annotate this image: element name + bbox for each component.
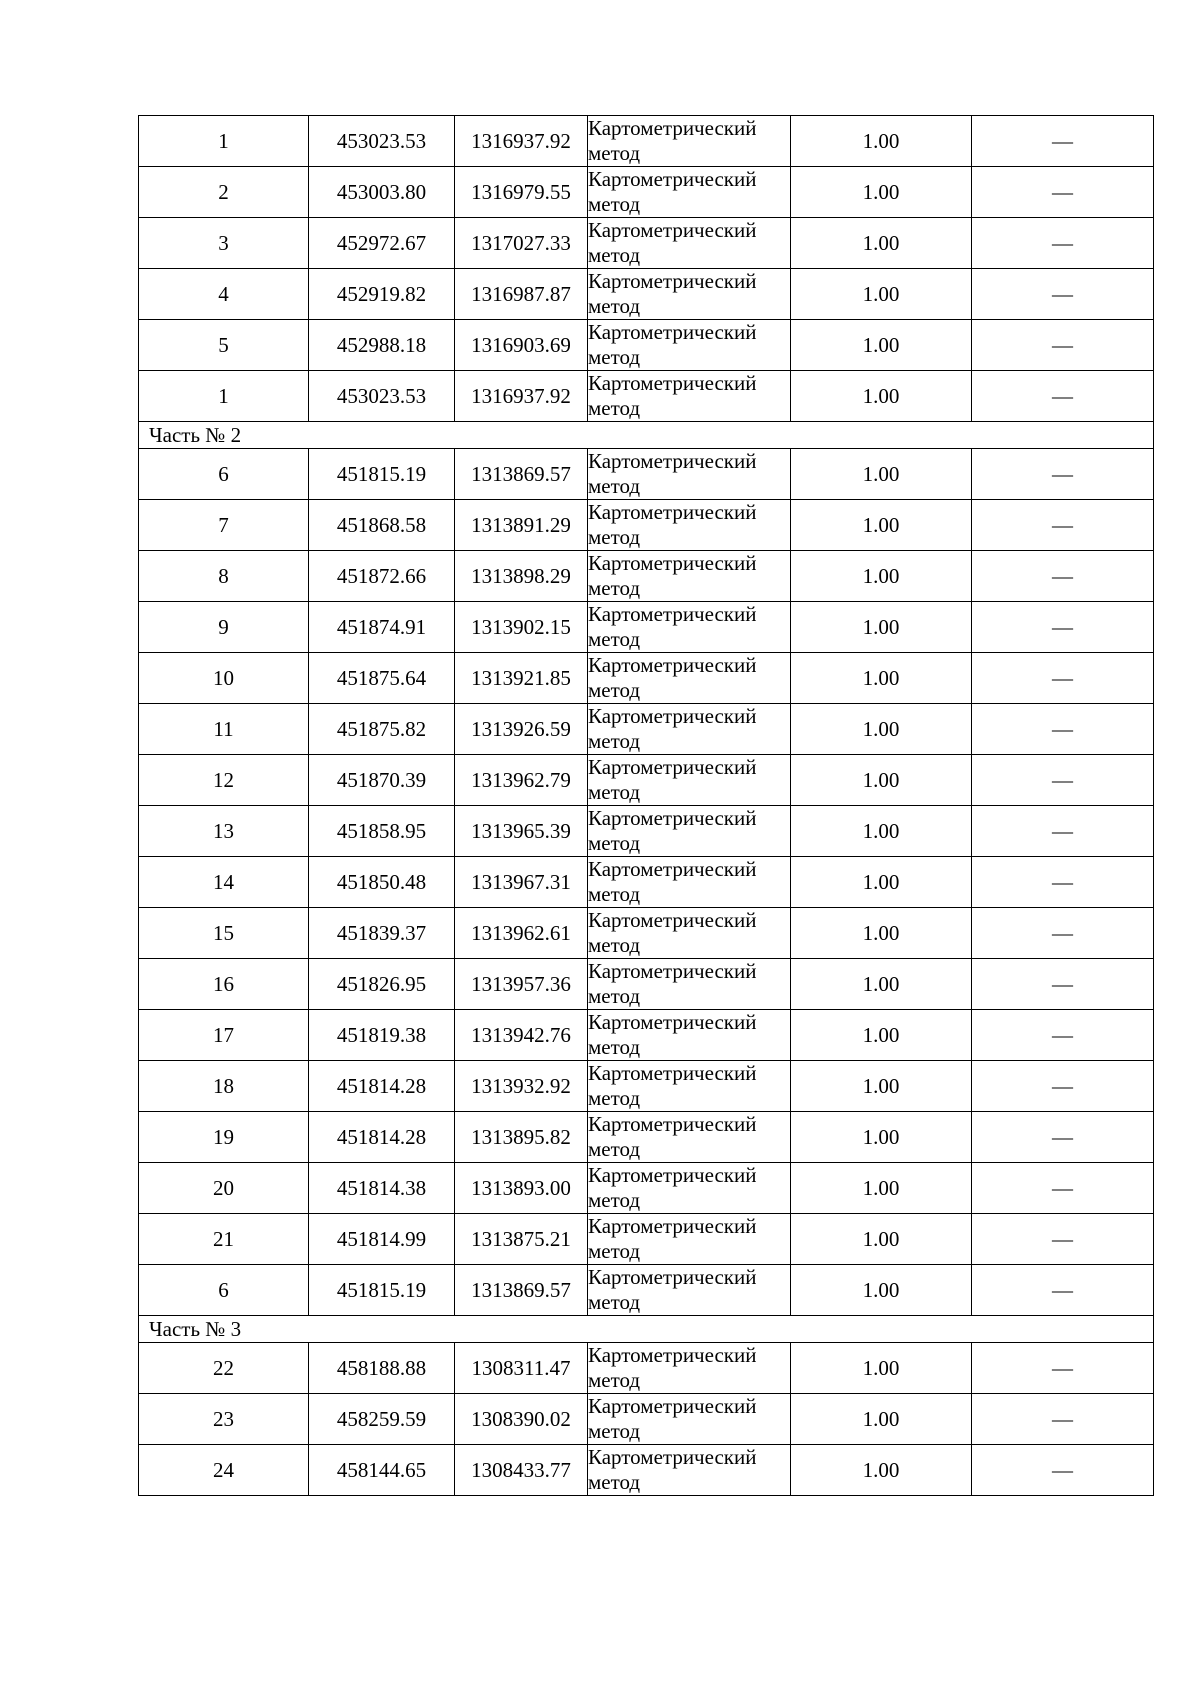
point-number-cell: 13 <box>139 806 309 857</box>
y-coordinate-cell: 1316979.55 <box>455 167 588 218</box>
method-line-2: метод <box>588 525 641 549</box>
x-coordinate-cell: 451875.82 <box>309 704 455 755</box>
method-line-2: метод <box>588 933 641 957</box>
y-coordinate-cell: 1316903.69 <box>455 320 588 371</box>
y-coordinate-cell: 1316987.87 <box>455 269 588 320</box>
table-row <box>139 371 1154 422</box>
y-coordinate-cell: 1313891.29 <box>455 500 588 551</box>
x-coordinate-cell: 453023.53 <box>309 371 455 422</box>
y-coordinate-cell: 1317027.33 <box>455 218 588 269</box>
method-line-2: метод <box>588 474 641 498</box>
method-line-1: Картометрический <box>588 269 757 293</box>
description-cell: — <box>972 449 1154 500</box>
description-cell: — <box>972 167 1154 218</box>
method-line-1: Картометрический <box>588 908 757 932</box>
part-header-row <box>139 422 1154 449</box>
description-cell: — <box>972 653 1154 704</box>
method-cell <box>588 218 791 269</box>
table-row <box>139 269 1154 320</box>
y-coordinate-cell: 1308433.77 <box>455 1445 588 1496</box>
method-line-1: Картометрический <box>588 653 757 677</box>
accuracy-cell: 1.00 <box>791 908 972 959</box>
y-coordinate-cell: 1313902.15 <box>455 602 588 653</box>
accuracy-cell: 1.00 <box>791 602 972 653</box>
description-cell: — <box>972 1214 1154 1265</box>
table-row <box>139 1214 1154 1265</box>
accuracy-cell: 1.00 <box>791 269 972 320</box>
accuracy-cell: 1.00 <box>791 857 972 908</box>
table-row <box>139 908 1154 959</box>
x-coordinate-cell: 451868.58 <box>309 500 455 551</box>
x-coordinate-cell: 453003.80 <box>309 167 455 218</box>
accuracy-cell: 1.00 <box>791 806 972 857</box>
point-number-cell: 1 <box>139 116 309 167</box>
method-cell <box>588 908 791 959</box>
point-number-cell: 16 <box>139 959 309 1010</box>
table-row <box>139 449 1154 500</box>
method-cell <box>588 806 791 857</box>
part-label: Часть № 3 <box>139 1316 1154 1343</box>
x-coordinate-cell: 451874.91 <box>309 602 455 653</box>
point-number-cell: 17 <box>139 1010 309 1061</box>
method-line-1: Картометрический <box>588 959 757 983</box>
accuracy-cell: 1.00 <box>791 1445 972 1496</box>
y-coordinate-cell: 1316937.92 <box>455 371 588 422</box>
y-coordinate-cell: 1313875.21 <box>455 1214 588 1265</box>
method-line-1: Картометрический <box>588 1265 757 1289</box>
table-row <box>139 602 1154 653</box>
method-cell <box>588 1112 791 1163</box>
accuracy-cell: 1.00 <box>791 218 972 269</box>
x-coordinate-cell: 451875.64 <box>309 653 455 704</box>
point-number-cell: 1 <box>139 371 309 422</box>
accuracy-cell: 1.00 <box>791 1265 972 1316</box>
method-cell <box>588 704 791 755</box>
method-cell <box>588 653 791 704</box>
table-row <box>139 218 1154 269</box>
accuracy-cell: 1.00 <box>791 320 972 371</box>
table-row <box>139 806 1154 857</box>
method-line-2: метод <box>588 1239 641 1263</box>
method-line-1: Картометрический <box>588 500 757 524</box>
description-cell: — <box>972 704 1154 755</box>
table-row <box>139 959 1154 1010</box>
x-coordinate-cell: 451814.28 <box>309 1112 455 1163</box>
method-line-2: метод <box>588 576 641 600</box>
method-line-1: Картометрический <box>588 218 757 242</box>
method-line-2: метод <box>588 1368 641 1392</box>
x-coordinate-cell: 451815.19 <box>309 449 455 500</box>
description-cell: — <box>972 218 1154 269</box>
method-cell <box>588 755 791 806</box>
description-cell: — <box>972 755 1154 806</box>
method-line-1: Картометрический <box>588 1061 757 1085</box>
method-line-1: Картометрический <box>588 320 757 344</box>
method-line-2: метод <box>588 1086 641 1110</box>
y-coordinate-cell: 1313869.57 <box>455 449 588 500</box>
description-cell: — <box>972 806 1154 857</box>
description-cell: — <box>972 116 1154 167</box>
method-line-2: метод <box>588 345 641 369</box>
method-cell <box>588 1265 791 1316</box>
x-coordinate-cell: 458188.88 <box>309 1343 455 1394</box>
method-line-2: метод <box>588 780 641 804</box>
description-cell: — <box>972 1265 1154 1316</box>
y-coordinate-cell: 1313926.59 <box>455 704 588 755</box>
x-coordinate-cell: 458144.65 <box>309 1445 455 1496</box>
point-number-cell: 3 <box>139 218 309 269</box>
description-cell: — <box>972 1010 1154 1061</box>
description-cell: — <box>972 320 1154 371</box>
y-coordinate-cell: 1313921.85 <box>455 653 588 704</box>
method-cell <box>588 1163 791 1214</box>
method-cell <box>588 371 791 422</box>
y-coordinate-cell: 1313942.76 <box>455 1010 588 1061</box>
point-number-cell: 22 <box>139 1343 309 1394</box>
method-line-1: Картометрический <box>588 1163 757 1187</box>
accuracy-cell: 1.00 <box>791 167 972 218</box>
accuracy-cell: 1.00 <box>791 755 972 806</box>
y-coordinate-cell: 1313895.82 <box>455 1112 588 1163</box>
method-line-1: Картометрический <box>588 857 757 881</box>
method-line-1: Картометрический <box>588 371 757 395</box>
point-number-cell: 6 <box>139 1265 309 1316</box>
table-row <box>139 1010 1154 1061</box>
coordinates-table-body <box>139 116 1154 1496</box>
x-coordinate-cell: 458259.59 <box>309 1394 455 1445</box>
method-line-2: метод <box>588 831 641 855</box>
x-coordinate-cell: 452988.18 <box>309 320 455 371</box>
description-cell: — <box>972 602 1154 653</box>
point-number-cell: 11 <box>139 704 309 755</box>
method-line-2: метод <box>588 1137 641 1161</box>
accuracy-cell: 1.00 <box>791 1394 972 1445</box>
accuracy-cell: 1.00 <box>791 500 972 551</box>
part-header-row <box>139 1316 1154 1343</box>
description-cell: — <box>972 908 1154 959</box>
x-coordinate-cell: 451850.48 <box>309 857 455 908</box>
point-number-cell: 7 <box>139 500 309 551</box>
point-number-cell: 6 <box>139 449 309 500</box>
x-coordinate-cell: 451839.37 <box>309 908 455 959</box>
x-coordinate-cell: 451870.39 <box>309 755 455 806</box>
table-row <box>139 1163 1154 1214</box>
table-row <box>139 1445 1154 1496</box>
x-coordinate-cell: 452972.67 <box>309 218 455 269</box>
x-coordinate-cell: 451815.19 <box>309 1265 455 1316</box>
description-cell: — <box>972 551 1154 602</box>
method-line-2: метод <box>588 678 641 702</box>
accuracy-cell: 1.00 <box>791 959 972 1010</box>
description-cell: — <box>972 1394 1154 1445</box>
accuracy-cell: 1.00 <box>791 449 972 500</box>
accuracy-cell: 1.00 <box>791 1112 972 1163</box>
x-coordinate-cell: 451814.99 <box>309 1214 455 1265</box>
table-row <box>139 1265 1154 1316</box>
accuracy-cell: 1.00 <box>791 1343 972 1394</box>
accuracy-cell: 1.00 <box>791 653 972 704</box>
method-line-2: метод <box>588 729 641 753</box>
method-line-1: Картометрический <box>588 1112 757 1136</box>
x-coordinate-cell: 451872.66 <box>309 551 455 602</box>
description-cell: — <box>972 1343 1154 1394</box>
y-coordinate-cell: 1313962.61 <box>455 908 588 959</box>
table-row <box>139 704 1154 755</box>
accuracy-cell: 1.00 <box>791 116 972 167</box>
x-coordinate-cell: 453023.53 <box>309 116 455 167</box>
method-line-1: Картометрический <box>588 116 757 140</box>
method-line-2: метод <box>588 627 641 651</box>
method-line-1: Картометрический <box>588 1343 757 1367</box>
x-coordinate-cell: 451814.28 <box>309 1061 455 1112</box>
method-cell <box>588 1214 791 1265</box>
accuracy-cell: 1.00 <box>791 1010 972 1061</box>
method-cell <box>588 1010 791 1061</box>
method-cell <box>588 1343 791 1394</box>
method-line-1: Картометрический <box>588 1214 757 1238</box>
point-number-cell: 18 <box>139 1061 309 1112</box>
method-cell <box>588 269 791 320</box>
description-cell: — <box>972 1445 1154 1496</box>
y-coordinate-cell: 1316937.92 <box>455 116 588 167</box>
method-cell <box>588 1445 791 1496</box>
method-cell <box>588 551 791 602</box>
description-cell: — <box>972 371 1154 422</box>
y-coordinate-cell: 1313967.31 <box>455 857 588 908</box>
method-line-2: метод <box>588 243 641 267</box>
method-cell <box>588 116 791 167</box>
point-number-cell: 9 <box>139 602 309 653</box>
y-coordinate-cell: 1313957.36 <box>455 959 588 1010</box>
method-cell <box>588 602 791 653</box>
point-number-cell: 15 <box>139 908 309 959</box>
description-cell: — <box>972 959 1154 1010</box>
x-coordinate-cell: 452919.82 <box>309 269 455 320</box>
point-number-cell: 20 <box>139 1163 309 1214</box>
table-row <box>139 1112 1154 1163</box>
method-line-2: метод <box>588 1470 641 1494</box>
method-cell <box>588 857 791 908</box>
y-coordinate-cell: 1313893.00 <box>455 1163 588 1214</box>
method-line-2: метод <box>588 1035 641 1059</box>
point-number-cell: 8 <box>139 551 309 602</box>
point-number-cell: 5 <box>139 320 309 371</box>
point-number-cell: 23 <box>139 1394 309 1445</box>
accuracy-cell: 1.00 <box>791 1061 972 1112</box>
method-cell <box>588 167 791 218</box>
method-line-2: метод <box>588 1188 641 1212</box>
coordinates-table <box>138 115 1154 1496</box>
description-cell: — <box>972 1061 1154 1112</box>
y-coordinate-cell: 1308311.47 <box>455 1343 588 1394</box>
method-line-2: метод <box>588 1290 641 1314</box>
x-coordinate-cell: 451819.38 <box>309 1010 455 1061</box>
method-line-1: Картометрический <box>588 167 757 191</box>
table-row <box>139 1394 1154 1445</box>
y-coordinate-cell: 1313869.57 <box>455 1265 588 1316</box>
method-line-1: Картометрический <box>588 551 757 575</box>
description-cell: — <box>972 857 1154 908</box>
point-number-cell: 2 <box>139 167 309 218</box>
description-cell: — <box>972 269 1154 320</box>
point-number-cell: 24 <box>139 1445 309 1496</box>
accuracy-cell: 1.00 <box>791 1163 972 1214</box>
method-line-1: Картометрический <box>588 602 757 626</box>
y-coordinate-cell: 1313965.39 <box>455 806 588 857</box>
table-row <box>139 167 1154 218</box>
table-row <box>139 1061 1154 1112</box>
description-cell: — <box>972 1163 1154 1214</box>
method-line-1: Картометрический <box>588 1445 757 1469</box>
table-row <box>139 500 1154 551</box>
method-line-1: Картометрический <box>588 755 757 779</box>
table-row <box>139 653 1154 704</box>
method-cell <box>588 959 791 1010</box>
point-number-cell: 10 <box>139 653 309 704</box>
accuracy-cell: 1.00 <box>791 704 972 755</box>
method-line-2: метод <box>588 294 641 318</box>
description-cell: — <box>972 1112 1154 1163</box>
description-cell: — <box>972 500 1154 551</box>
method-line-2: метод <box>588 882 641 906</box>
y-coordinate-cell: 1313962.79 <box>455 755 588 806</box>
x-coordinate-cell: 451858.95 <box>309 806 455 857</box>
method-line-1: Картометрический <box>588 449 757 473</box>
method-line-1: Картометрический <box>588 1394 757 1418</box>
y-coordinate-cell: 1313932.92 <box>455 1061 588 1112</box>
method-line-1: Картометрический <box>588 704 757 728</box>
x-coordinate-cell: 451814.38 <box>309 1163 455 1214</box>
point-number-cell: 21 <box>139 1214 309 1265</box>
method-line-2: метод <box>588 396 641 420</box>
table-row <box>139 551 1154 602</box>
method-cell <box>588 1061 791 1112</box>
point-number-cell: 14 <box>139 857 309 908</box>
accuracy-cell: 1.00 <box>791 371 972 422</box>
point-number-cell: 19 <box>139 1112 309 1163</box>
point-number-cell: 12 <box>139 755 309 806</box>
accuracy-cell: 1.00 <box>791 1214 972 1265</box>
method-line-1: Картометрический <box>588 806 757 830</box>
method-cell <box>588 500 791 551</box>
table-row <box>139 1343 1154 1394</box>
method-line-1: Картометрический <box>588 1010 757 1034</box>
y-coordinate-cell: 1308390.02 <box>455 1394 588 1445</box>
accuracy-cell: 1.00 <box>791 551 972 602</box>
method-line-2: метод <box>588 192 641 216</box>
method-cell <box>588 449 791 500</box>
table-row <box>139 116 1154 167</box>
table-row <box>139 320 1154 371</box>
method-line-2: метод <box>588 141 641 165</box>
table-row <box>139 755 1154 806</box>
x-coordinate-cell: 451826.95 <box>309 959 455 1010</box>
table-row <box>139 857 1154 908</box>
y-coordinate-cell: 1313898.29 <box>455 551 588 602</box>
method-line-2: метод <box>588 1419 641 1443</box>
method-cell <box>588 320 791 371</box>
part-label: Часть № 2 <box>139 422 1154 449</box>
method-line-2: метод <box>588 984 641 1008</box>
point-number-cell: 4 <box>139 269 309 320</box>
method-cell <box>588 1394 791 1445</box>
